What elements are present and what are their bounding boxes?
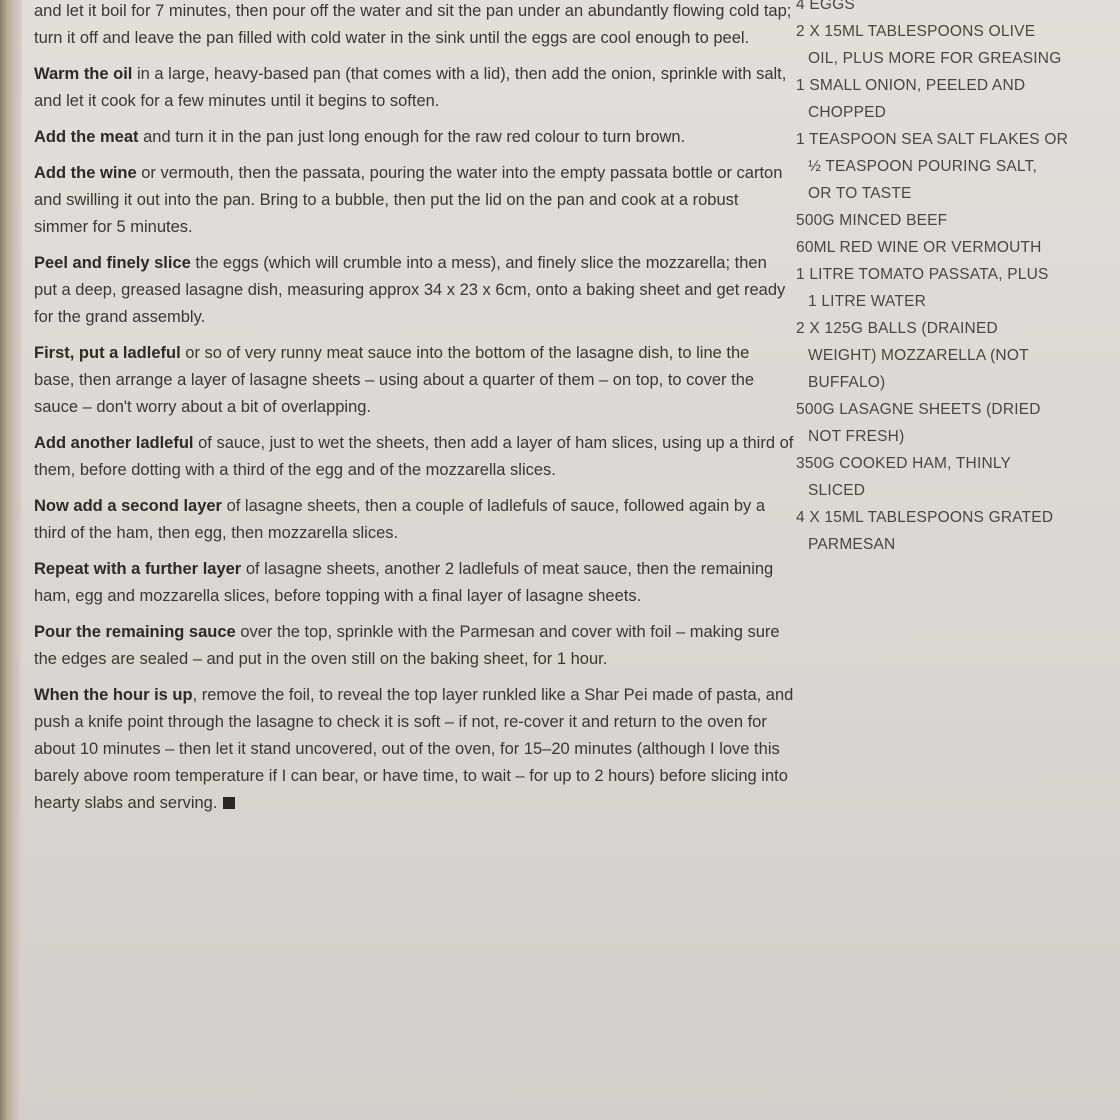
ingredient-item [796, 126, 1096, 207]
ingredient-continuation: BUFFALO) [808, 374, 886, 391]
step-text: or so of very runny meat sauce into the bottom of the lasagne dish, to line the base, then arrange a layer of lasagne sheets – using about a quarter of them – on top, to cover the sauce – don't worry about a bit of overlapping. [34, 344, 755, 416]
method-step [34, 61, 794, 115]
step-lead: Warm the oil [34, 65, 133, 83]
ingredient-line: 1 TEASPOON SEA SALT FLAKES OR [796, 131, 1068, 148]
step-text: of lasagne sheets, another 2 ladlefuls of meat sauce, then the remaining ham, egg and mozzarella slices, before topping with a final layer of lasagne sheets. [34, 560, 774, 605]
method-step [34, 340, 794, 421]
ingredient-item [796, 396, 1096, 450]
ingredient-item [796, 0, 1096, 18]
method-step [34, 493, 794, 547]
ingredient-continuation: ½ TEASPOON POURING SALT, [808, 158, 1038, 175]
step-lead: Peel and finely slice [34, 254, 191, 272]
step-text: of lasagne sheets, then a couple of ladlefuls of sauce, followed again by a third of the ham, then egg, then mozzarella slices. [34, 497, 766, 542]
ingredient-item [796, 207, 1096, 234]
ingredient-continuation: CHOPPED [808, 104, 887, 121]
step-lead: Add another ladleful [34, 434, 194, 452]
ingredient-line: 1 LITRE TOMATO PASSATA, PLUS [796, 266, 1049, 283]
step-text: of sauce, just to wet the sheets, then add a layer of ham slices, using up a third of them, before dotting with a third of the egg and of the mozzarella slices. [34, 434, 794, 479]
method-step [34, 0, 794, 52]
step-lead: Repeat with a further layer [34, 560, 242, 578]
ingredient-item [796, 18, 1096, 72]
method-column [34, 0, 794, 826]
ingredient-line: 4 EGGS [796, 0, 855, 13]
method-step [34, 124, 794, 151]
step-lead: First, put a ladleful [34, 344, 181, 362]
ingredient-line: 60ML RED WINE OR VERMOUTH [796, 239, 1042, 256]
ingredient-line: 4 X 15ML TABLESPOONS GRATED [796, 509, 1054, 526]
step-text: or vermouth, then the passata, pouring the water into the empty passata bottle or carton and swilling it out into the pan. Bring to a bubble, then put the lid on the pan and cook at a robust simmer for 5 minutes. [34, 164, 783, 236]
step-lead: Pour the remaining sauce [34, 623, 236, 641]
ingredient-line: 500G LASAGNE SHEETS (DRIED [796, 401, 1041, 418]
ingredient-item [796, 261, 1096, 315]
method-step [34, 430, 794, 484]
ingredient-line: 1 SMALL ONION, PEELED AND [796, 77, 1026, 94]
step-lead: Now add a second layer [34, 497, 222, 515]
ingredient-continuation: WEIGHT) MOZZARELLA (NOT [808, 347, 1029, 364]
step-text: in a large, heavy-based pan (that comes with a lid), then add the onion, sprinkle with salt, and let it cook for a few minutes until it begins to soften. [34, 65, 787, 110]
step-text: over the top, sprinkle with the Parmesan and cover with foil – making sure the edges are sealed – and put in the oven still on the baking sheet, for 1 hour. [34, 623, 780, 668]
ingredient-item [796, 504, 1096, 558]
page-edge-shadow [0, 0, 22, 1120]
method-step [34, 160, 794, 241]
ingredients-column [796, 0, 1096, 558]
step-lead: When the hour is up [34, 686, 193, 704]
step-text: and let it boil for 7 minutes, then pour off the water and sit the pan under an abundantly flowing cold tap; turn it off and leave the pan filled with cold water in the sink until the eggs are cool enough to peel. [34, 2, 792, 47]
ingredient-continuation: OR TO TASTE [808, 185, 912, 202]
method-step [34, 556, 794, 610]
ingredient-line: 2 X 125G BALLS (DRAINED [796, 320, 998, 337]
step-text: , remove the foil, to reveal the top layer runkled like a Shar Pei made of pasta, and push a knife point through the lasagne to check it is soft – if not, re-cover it and return to the oven for about 10 minutes – then let it stand uncovered, out of the oven, for 15–20 minutes (although I love this barely above room temperature if I can bear, or have time, to wait – for up to 2 hours) before slicing into hearty slabs and serving. [34, 686, 794, 812]
end-of-recipe-mark [223, 797, 235, 809]
ingredient-line: 500G MINCED BEEF [796, 212, 948, 229]
step-lead: Add the meat [34, 128, 139, 146]
step-text: the eggs (which will crumble into a mess), and finely slice the mozzarella; then put a deep, greased lasagne dish, measuring approx 34 x 23 x 6cm, onto a baking sheet and get ready for the grand assembly. [34, 254, 786, 326]
ingredient-item [796, 315, 1096, 396]
method-step [34, 250, 794, 331]
ingredient-continuation: OIL, PLUS MORE FOR GREASING [808, 50, 1062, 67]
ingredient-item [796, 72, 1096, 126]
method-step [34, 682, 794, 817]
ingredient-continuation: 1 LITRE WATER [808, 293, 927, 310]
ingredient-line: 2 X 15ML TABLESPOONS OLIVE [796, 23, 1036, 40]
ingredient-line: 350G COOKED HAM, THINLY [796, 455, 1012, 472]
ingredient-continuation: NOT FRESH) [808, 428, 905, 445]
step-text: and turn it in the pan just long enough for the raw red colour to turn brown. [138, 128, 686, 146]
step-lead: Add the wine [34, 164, 137, 182]
ingredient-continuation: PARMESAN [808, 536, 896, 553]
ingredient-item [796, 234, 1096, 261]
ingredient-item [796, 450, 1096, 504]
ingredient-continuation: SLICED [808, 482, 866, 499]
method-step [34, 619, 794, 673]
